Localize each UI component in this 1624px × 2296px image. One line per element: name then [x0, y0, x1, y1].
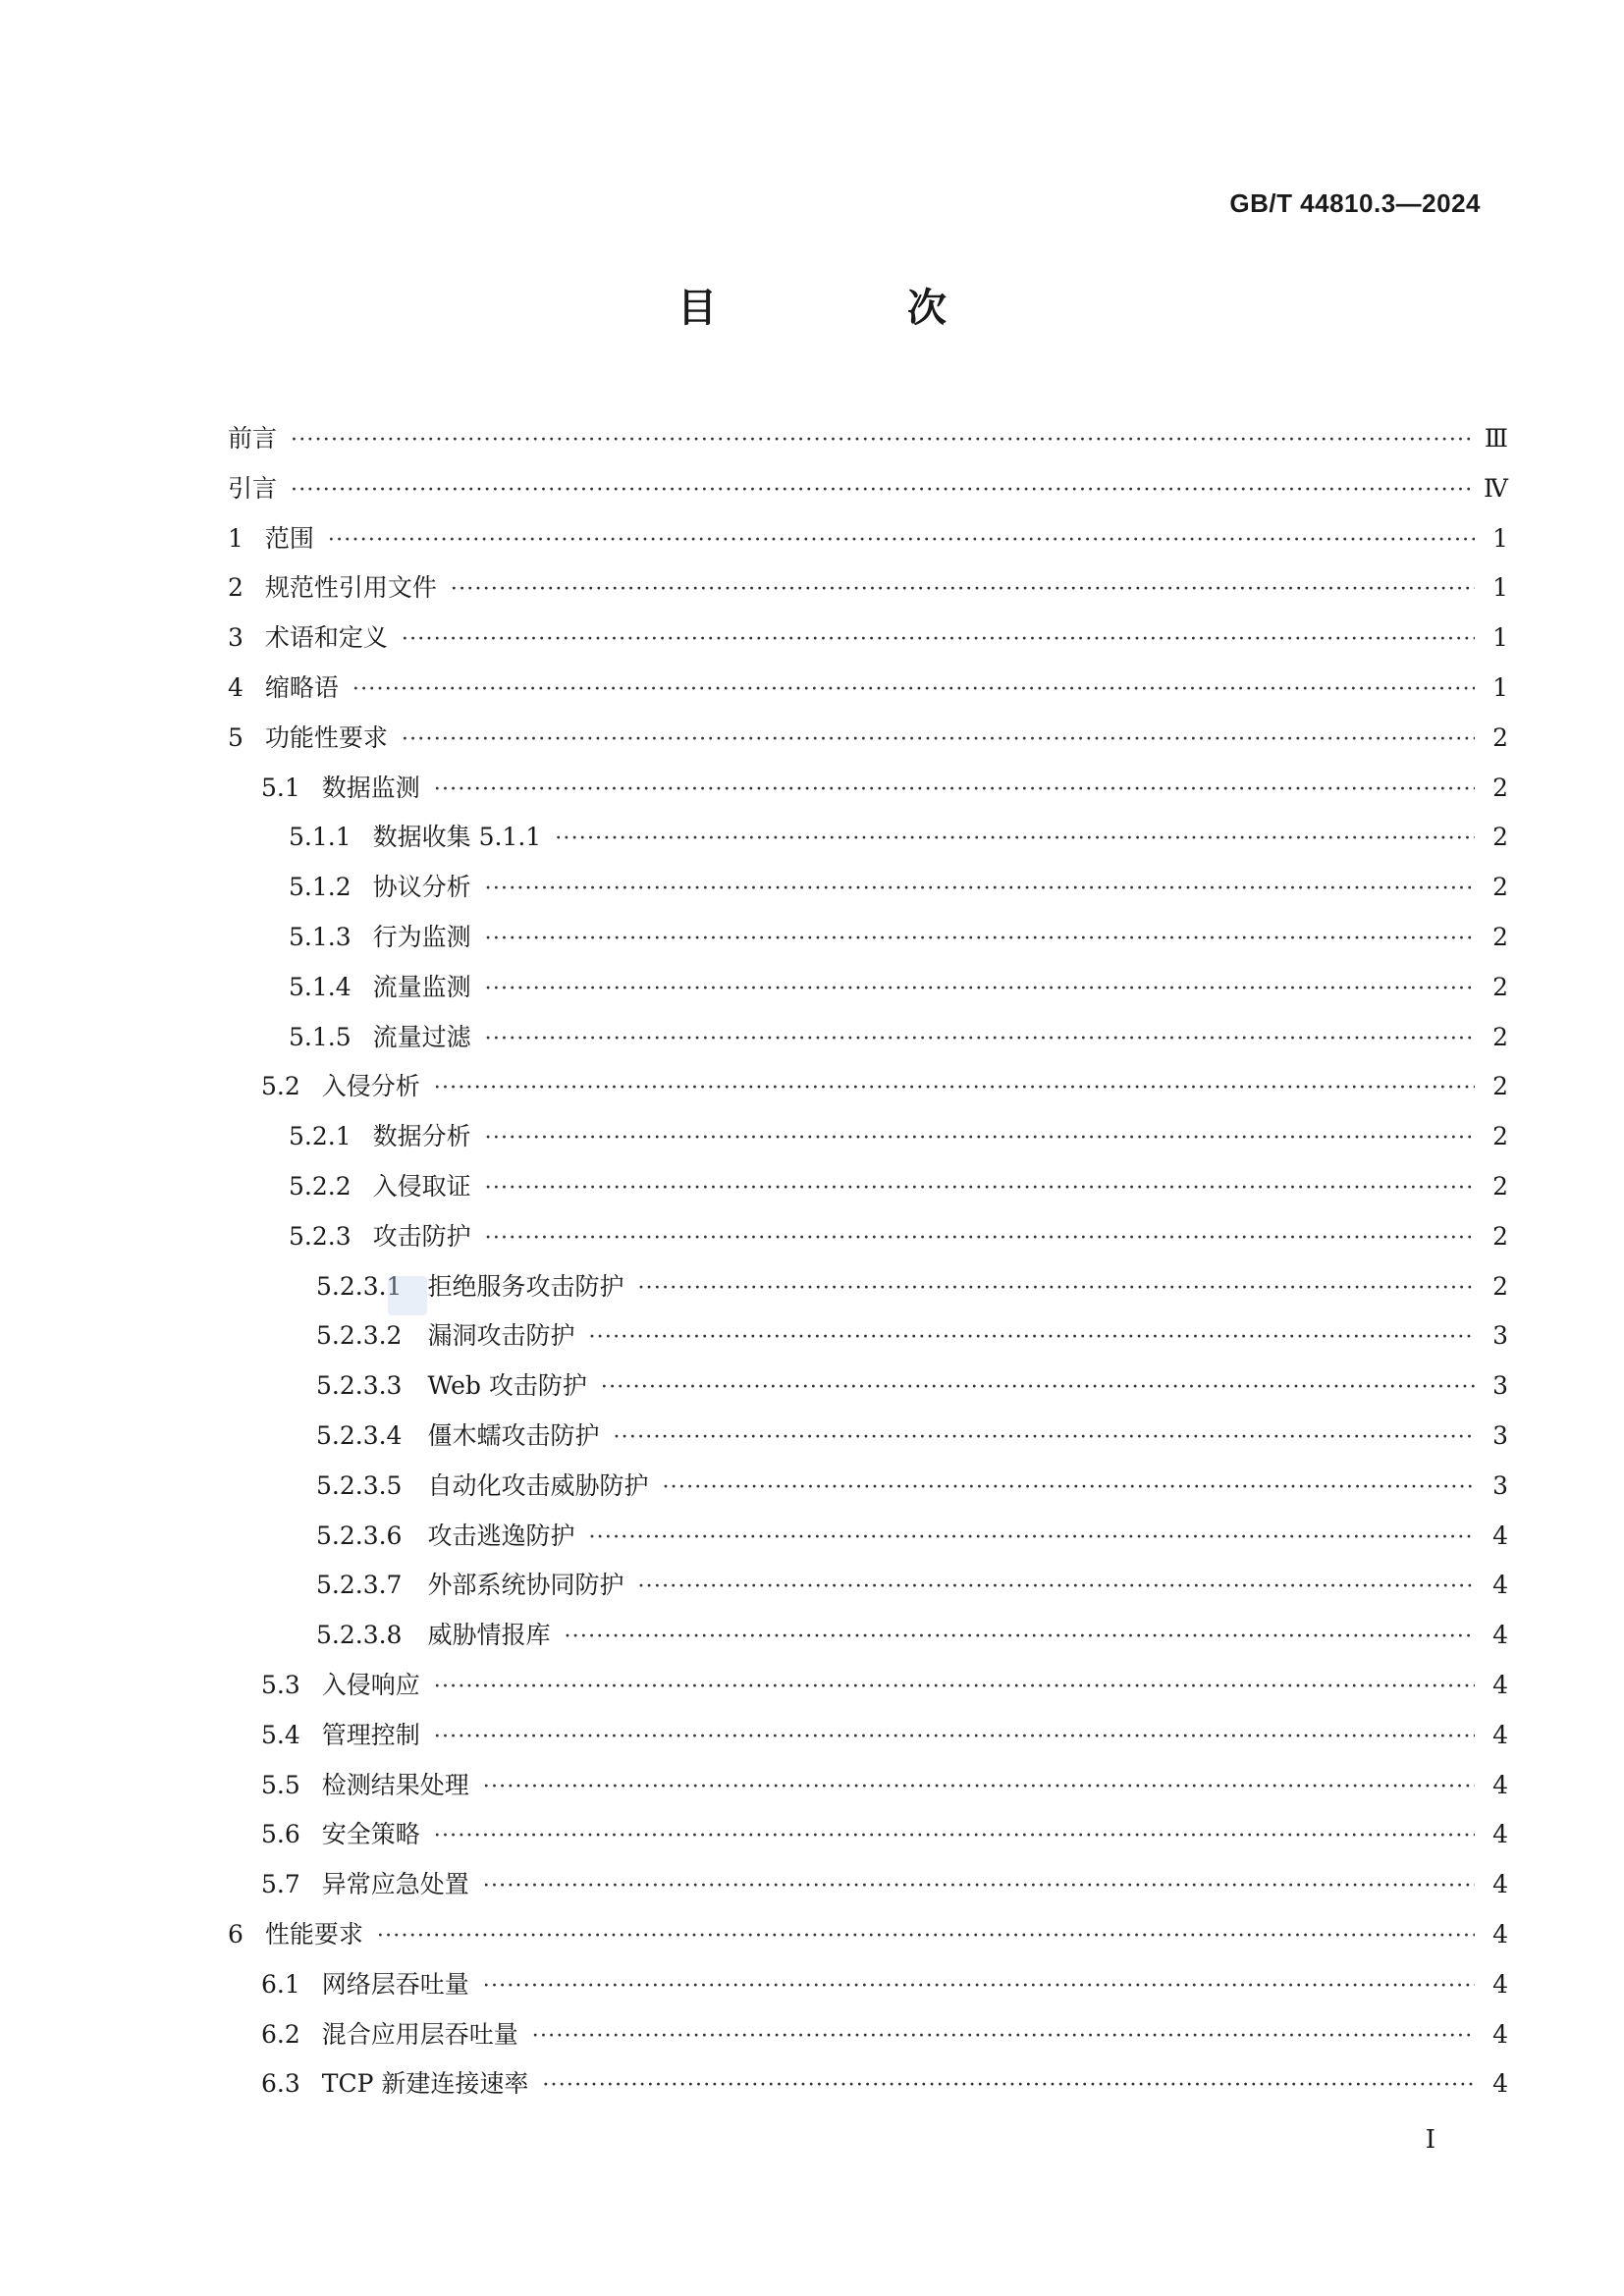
toc-entry-page: 1	[1492, 573, 1508, 603]
toc-entry-page: 2	[1492, 1271, 1508, 1301]
toc-entry-label: 数据分析	[372, 1122, 471, 1151]
toc-entry[interactable]	[228, 1561, 1508, 1611]
toc-entry-page: 2	[1492, 1022, 1508, 1051]
dot-leader	[434, 1713, 1475, 1763]
dot-leader	[485, 1015, 1475, 1065]
toc-entry-page: 1	[1492, 523, 1508, 553]
toc-entry-label: 检测结果处理	[321, 1770, 469, 1799]
table-of-contents	[228, 414, 1508, 2109]
dot-leader	[485, 865, 1475, 915]
watermark-logo	[388, 1276, 427, 1315]
toc-entry-label: 攻击防护	[372, 1221, 471, 1251]
toc-entry-number: 5.2.3.3	[316, 1371, 403, 1401]
toc-entry-number: 6.2	[261, 2019, 300, 2049]
toc-entry-label: 引言	[228, 473, 278, 503]
toc-entry-label: 外部系统协同防护	[427, 1571, 624, 1600]
dot-leader	[485, 915, 1475, 965]
toc-title: 目 次	[677, 286, 1035, 331]
toc-entry-page: 2	[1492, 1171, 1508, 1201]
toc-entry-label: 流量监测	[372, 972, 471, 1001]
toc-entry[interactable]	[228, 1311, 1508, 1362]
toc-entry-number: 5.2.3.7	[316, 1571, 403, 1600]
toc-entry-page: 4	[1492, 2019, 1508, 2049]
toc-entry[interactable]	[228, 714, 1508, 764]
toc-entry-label: 自动化攻击威胁防护	[427, 1470, 649, 1500]
page-number: I	[1425, 2125, 1435, 2155]
toc-entry[interactable]	[228, 1761, 1508, 1811]
dot-leader	[637, 1563, 1475, 1613]
toc-entry-label: 入侵取证	[372, 1171, 471, 1201]
toc-entry[interactable]	[228, 2010, 1508, 2060]
toc-entry-page: 4	[1492, 1571, 1508, 1600]
toc-entry[interactable]	[228, 1512, 1508, 1562]
dot-leader	[434, 1812, 1475, 1862]
toc-entry[interactable]	[228, 1162, 1508, 1212]
toc-entry-label: 威胁情报库	[427, 1621, 551, 1650]
toc-entry-page: 2	[1492, 823, 1508, 852]
toc-entry-page: 2	[1492, 722, 1508, 752]
toc-entry-page: 3	[1492, 1420, 1508, 1450]
toc-entry-number: 1	[228, 523, 244, 553]
toc-entry[interactable]	[228, 813, 1508, 863]
toc-entry-page: 4	[1492, 1621, 1508, 1650]
dot-leader	[352, 666, 1475, 716]
toc-entry-page: 1	[1492, 623, 1508, 653]
toc-entry-page: 2	[1492, 972, 1508, 1001]
toc-entry[interactable]	[228, 1362, 1508, 1412]
dot-leader	[485, 965, 1475, 1015]
toc-entry[interactable]	[228, 2059, 1508, 2109]
toc-entry-number: 3	[228, 623, 244, 653]
toc-entry-number: 6.3	[261, 2069, 300, 2099]
toc-entry-number: 4	[228, 672, 244, 702]
toc-entry-label: 入侵分析	[321, 1072, 420, 1101]
dot-leader	[588, 1313, 1475, 1363]
toc-entry-number: 5.6	[261, 1820, 300, 1849]
standard-code: GB/T 44810.3—2024	[1229, 188, 1481, 218]
toc-entry[interactable]	[228, 1212, 1508, 1262]
toc-entry-number: 5.2.3.6	[316, 1521, 403, 1550]
toc-entry-number: 5.2.3.5	[316, 1470, 403, 1500]
toc-entry-label: 行为监测	[372, 922, 471, 951]
toc-entry[interactable]	[228, 963, 1508, 1013]
toc-entry-page: 2	[1492, 773, 1508, 802]
toc-entry-page: 3	[1492, 1371, 1508, 1401]
toc-entry-number: 5.2.2	[289, 1171, 352, 1201]
toc-entry[interactable]	[228, 514, 1508, 564]
toc-entry-number: 5.2.3	[289, 1221, 352, 1251]
dot-leader	[483, 1962, 1475, 2012]
dot-leader	[451, 565, 1475, 615]
toc-entry[interactable]	[228, 1412, 1508, 1462]
toc-entry-number: 5.2.3.4	[316, 1420, 403, 1450]
toc-entry-label: 拒绝服务攻击防护	[427, 1271, 624, 1301]
toc-entry-number: 5.1.5	[289, 1022, 352, 1051]
toc-entry[interactable]	[228, 764, 1508, 814]
toc-entry-label: 范围	[264, 523, 314, 553]
toc-entry[interactable]	[228, 414, 1508, 464]
toc-entry-label: 术语和定义	[264, 623, 388, 653]
toc-entry[interactable]	[228, 1910, 1508, 1960]
toc-entry-label: 性能要求	[264, 1919, 363, 1949]
dot-leader	[555, 815, 1475, 865]
toc-entry-number: 5.1	[261, 773, 300, 802]
dot-leader	[291, 466, 1472, 516]
toc-entry[interactable]	[228, 1112, 1508, 1162]
toc-entry-label: TCP 新建连接速率	[321, 2069, 529, 2099]
dot-leader	[662, 1464, 1475, 1514]
toc-entry-number: 5.5	[261, 1770, 300, 1799]
toc-entry[interactable]	[228, 1611, 1508, 1661]
toc-entry-label: 缩略语	[264, 672, 339, 702]
dot-leader	[434, 1064, 1475, 1114]
toc-entry[interactable]	[228, 863, 1508, 913]
toc-entry-page: Ⅲ	[1484, 424, 1508, 453]
dot-leader	[485, 1214, 1475, 1264]
dot-leader	[291, 416, 1473, 466]
toc-entry[interactable]	[228, 1013, 1508, 1063]
toc-entry-number: 5	[228, 722, 244, 752]
toc-entry-label: 流量过滤	[372, 1022, 471, 1051]
toc-entry-label: 功能性要求	[264, 722, 388, 752]
toc-entry-page: 3	[1492, 1470, 1508, 1500]
toc-entry-number: 5.1.2	[289, 873, 352, 902]
toc-entry-page: 4	[1492, 1919, 1508, 1949]
dot-leader	[485, 1164, 1475, 1214]
toc-entry[interactable]	[228, 1810, 1508, 1860]
toc-entry-label: 安全策略	[321, 1820, 420, 1849]
toc-entry-label: Web 攻击防护	[427, 1371, 587, 1401]
dot-leader	[637, 1264, 1475, 1314]
toc-entry[interactable]	[228, 563, 1508, 614]
dot-leader	[434, 766, 1475, 816]
toc-entry-number: 5.2	[261, 1072, 300, 1101]
dot-leader	[613, 1414, 1475, 1464]
toc-entry-page: 4	[1492, 1770, 1508, 1799]
toc-entry-label: 入侵响应	[321, 1670, 420, 1699]
toc-entry-page: 2	[1492, 922, 1508, 951]
dot-leader	[483, 1763, 1475, 1813]
toc-entry-label: 漏洞攻击防护	[427, 1321, 575, 1351]
toc-entry[interactable]	[228, 1711, 1508, 1761]
toc-entry[interactable]	[228, 1860, 1508, 1910]
dot-leader	[542, 2061, 1475, 2111]
toc-entry-number: 5.2.3.2	[316, 1321, 403, 1351]
dot-leader	[601, 1363, 1475, 1414]
dot-leader	[328, 516, 1475, 566]
toc-entry[interactable]	[228, 614, 1508, 664]
toc-entry-label: 异常应急处置	[321, 1870, 469, 1899]
toc-entry[interactable]	[228, 464, 1508, 514]
dot-leader	[377, 1912, 1475, 1962]
toc-entry-label: 数据收集 5.1.1	[372, 823, 542, 852]
toc-entry-label: 规范性引用文件	[264, 573, 437, 603]
toc-entry-page: 4	[1492, 2069, 1508, 2099]
toc-entry-label: 混合应用层吞吐量	[321, 2019, 518, 2049]
toc-entry-number: 5.7	[261, 1870, 300, 1899]
toc-entry-label: 网络层吞吐量	[321, 1969, 469, 1999]
dot-leader	[564, 1613, 1475, 1663]
toc-entry-page: 4	[1492, 1820, 1508, 1849]
toc-entry-number: 5.1.3	[289, 922, 352, 951]
toc-entry-page: Ⅳ	[1484, 473, 1508, 503]
toc-entry-page: 3	[1492, 1321, 1508, 1351]
toc-entry-label: 数据监测	[321, 773, 420, 802]
toc-entry-page: 2	[1492, 1072, 1508, 1101]
toc-entry[interactable]	[228, 664, 1508, 714]
toc-entry-label: 管理控制	[321, 1720, 420, 1749]
dot-leader	[485, 1114, 1475, 1164]
toc-entry[interactable]	[228, 1062, 1508, 1112]
toc-entry-number: 5.2.1	[289, 1122, 352, 1151]
toc-entry-label: 攻击逃逸防护	[427, 1521, 575, 1550]
toc-entry-page: 4	[1492, 1720, 1508, 1749]
toc-entry-label: 协议分析	[372, 873, 471, 902]
dot-leader	[402, 615, 1475, 666]
dot-leader	[588, 1514, 1475, 1564]
dot-leader	[532, 2012, 1475, 2062]
toc-entry[interactable]	[228, 1960, 1508, 2010]
toc-entry[interactable]	[228, 1462, 1508, 1512]
toc-entry-number: 2	[228, 573, 244, 603]
toc-entry-page: 4	[1492, 1870, 1508, 1899]
toc-entry-number: 5.2.3.8	[316, 1621, 403, 1650]
toc-entry-number: 6	[228, 1919, 244, 1949]
toc-entry-label: 僵木蠕攻击防护	[427, 1420, 600, 1450]
toc-entry-page: 4	[1492, 1670, 1508, 1699]
dot-leader	[402, 716, 1475, 766]
toc-entry-number: 6.1	[261, 1969, 300, 1999]
dot-leader	[483, 1862, 1475, 1912]
toc-entry-number: 5.1.1	[289, 823, 352, 852]
toc-entry-page: 2	[1492, 1221, 1508, 1251]
toc-entry-number: 5.1.4	[289, 972, 352, 1001]
toc-entry-page: 4	[1492, 1521, 1508, 1550]
toc-entry-number: 5.3	[261, 1670, 300, 1699]
toc-entry-page: 4	[1492, 1969, 1508, 1999]
toc-entry-page: 2	[1492, 873, 1508, 902]
toc-entry-number: 5.2.3.1	[316, 1271, 403, 1301]
toc-entry[interactable]	[228, 913, 1508, 963]
toc-entry-page: 1	[1492, 672, 1508, 702]
toc-entry-number: 5.4	[261, 1720, 300, 1749]
toc-entry[interactable]	[228, 1661, 1508, 1711]
toc-entry-page: 2	[1492, 1122, 1508, 1151]
toc-entry-label: 前言	[228, 424, 278, 453]
dot-leader	[434, 1663, 1475, 1713]
